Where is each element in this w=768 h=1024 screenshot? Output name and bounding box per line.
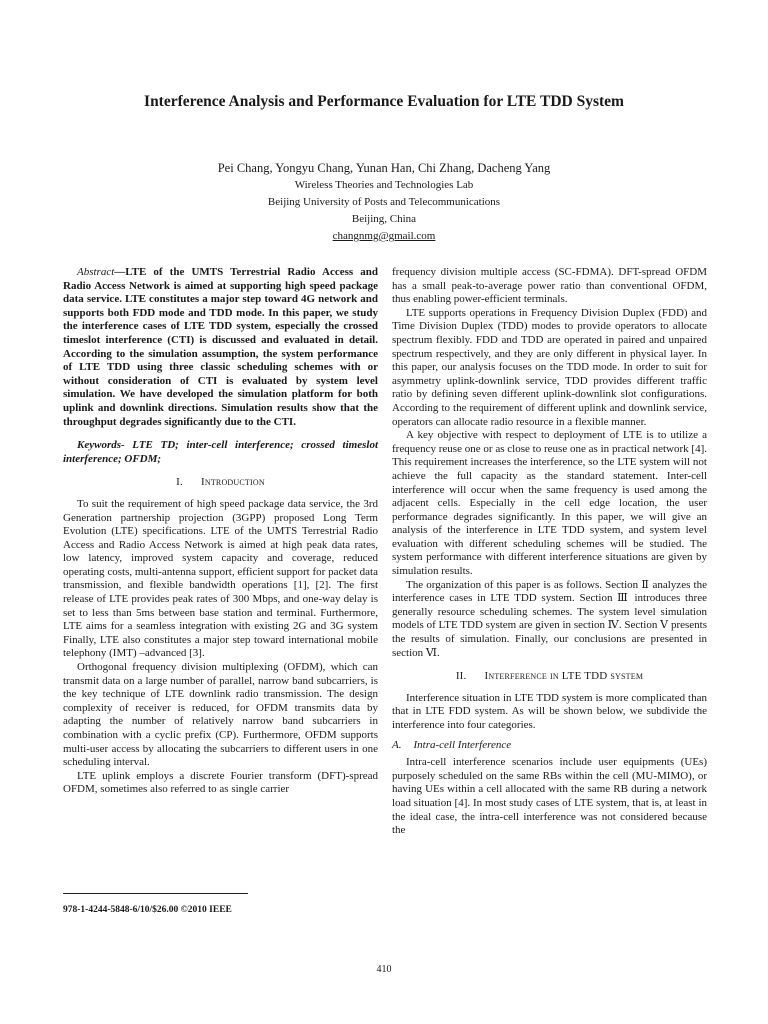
section-1-title: Introduction bbox=[200, 476, 265, 489]
abstract-paragraph bbox=[63, 266, 378, 429]
page-number: 410 bbox=[376, 964, 392, 975]
keywords-paragraph: Keywords- LTE TD; inter-cell interference; crossed timeslot interference; OFDM; bbox=[63, 439, 378, 465]
subsection-a-text: Intra-cell interference scenarios include user equipments (UEs) purposely scheduled on the same RBs within the cell (MU-MIMO), or having UEs within a cell allocated with the same RB during a network load situation [4]. In most study cases of LTE system, that is, at least in the ideal case, the intra-cell interference was not considered because the bbox=[392, 756, 707, 837]
subsection-a-heading bbox=[392, 739, 707, 753]
intro-paragraph-1: To suit the requirement of high speed package data service, the 3rd Generation partnership projection (3GPP) proposed Long Term Evolution (LTE) specifications. LTE of the UMTS Terrestrial Radio Access and Radio Access Network is aimed at high peak data rates, low latency, improved system capacity and coverage, reduced operating costs, multi-antenna support, efficient support for packet data transmission, and flexible bandwidth operations [1], [2]. The first release of LTE provides peak rates of 300 Mbps, and one-way delay is set to less than 5ms between base station and terminal. Furthermore, LTE aims for a seamless integration with existing 2G and 3G system Finally, LTE also constitutes a major step toward international mobile telephony (IMT) –advanced [3]. bbox=[63, 497, 378, 660]
intro-paragraph-2: Orthogonal frequency division multiplexing (OFDM), which can transmit data on a large number of parallel, narrow band subcarriers, is the key technique of LTE downlink radio transmission. The design complexity of receiver is reduced, for OFDM transmits data by adapting the number of relatively narrow band subcarriers in combination with a cyclic prefix (CP). Furthermore, OFDM supports multi-user access by allocating the subcarriers to different users in one scheduling interval. bbox=[63, 661, 378, 769]
right-paragraph-fdd-tdd: LTE supports operations in Frequency Division Duplex (FDD) and Time Division Duplex (TDD) modes to provide operators to allocate spectrum flexibly. FDD and TDD are operated in paired and unpaired spectrum respectively, and they are only different in physical layer. In this paper, our analysis focuses on the TDD mode. In order to suit for asymmetry uplink-downlink service, TDD provides different traffic ratio by defining seven different uplink-downlink slot configurations. According to the requirement of different uplink and downlink service, operators can allocate radio resource in a flexible manner. bbox=[392, 306, 707, 428]
abstract-label: Abstract bbox=[77, 266, 115, 278]
section-1-heading bbox=[63, 476, 378, 490]
paper-title: Interference Analysis and Performance Evaluation for LTE TDD System bbox=[144, 93, 624, 110]
subsection-a-title: Intra-cell Interference bbox=[413, 738, 512, 751]
intro-paragraph-3: LTE uplink employs a discrete Fourier transform (DFT)-spread OFDM, sometimes also referred to as single carrier bbox=[63, 769, 378, 796]
abstract-text: LTE of the UMTS Terrestrial Radio Access and Radio Access Network is aimed at supporting high speed package data service. LTE constitutes a major step toward 4G network and supports both FDD mode and TDD mode. In this paper, we study the interference cases of LTE TDD system, especially the crossed timeslot interference (CTI) is discussed and evaluated in detail. According to the simulation assumption, the system performance of LTE TDD using three classic scheduling schemes with or without consideration of CTI is evaluated by system level simulation. We have developed the simulation platform for both uplink and downlink directions. Simulation results show that the throughput degrades significantly due to the CTI. bbox=[63, 266, 378, 428]
right-paragraph-continuation: frequency division multiple access (SC-FDMA). DFT-spread OFDM has a small peak-to-average power ratio than conventional OFDM, thus enabling power-efficient terminals. bbox=[392, 266, 707, 306]
author-email-link[interactable]: changnmg@gmail.com bbox=[332, 230, 436, 242]
affiliation-location: Beijing, China bbox=[351, 213, 417, 225]
abstract-dash: — bbox=[114, 266, 126, 278]
subsection-a-letter: A. bbox=[392, 738, 402, 751]
affiliation-lab: Wireless Theories and Technologies Lab bbox=[294, 179, 474, 191]
left-column bbox=[63, 266, 378, 797]
affiliation-block bbox=[90, 177, 678, 245]
section-2-title: Interference in LTE TDD system bbox=[484, 670, 644, 683]
right-paragraph-organization: The organization of this paper is as follows. Section Ⅱ analyzes the interference cases in LTE TDD system. Section Ⅲ introduces three generally resource scheduling schemes. The system level simulation models of LTE TDD system are given in section Ⅳ. Section Ⅴ presents the results of simulation. Finally, our conclusions are presented in section Ⅵ. bbox=[392, 578, 707, 659]
author-list: Pei Chang, Yongyu Chang, Yunan Han, Chi Zhang, Dacheng Yang bbox=[217, 161, 551, 175]
footnote-divider bbox=[63, 893, 248, 894]
section-2-heading bbox=[392, 670, 707, 684]
section-2-number: II. bbox=[455, 670, 467, 683]
section-2-intro: Interference situation in LTE TDD system is more complicated than that in LTE FDD system. As will be shown below, we subdivide the interference into four categories. bbox=[392, 691, 707, 731]
right-column bbox=[392, 266, 707, 838]
affiliation-university: Beijing University of Posts and Telecommunications bbox=[267, 196, 501, 208]
right-paragraph-reuse: A key objective with respect to deployment of LTE is to utilize a frequency reuse one or as close to reuse one as in practical network [4]. This requirement increases the interference, so the LTE system will not achieve the full capacity as the standard statement. Inter-cell interference will occur when the same frequency is used among the adjacent cells. Especially in the cell edge location, the user performance degrades significantly. In this paper, we will give an analysis of the interference in LTE TDD system, and system level evaluation with different scheduling schemes will be studied. The system performance with different interference situations are given by simulation results. bbox=[392, 429, 707, 578]
section-1-number: I. bbox=[176, 476, 183, 489]
copyright-footnote: 978-1-4244-5848-6/10/$26.00 ©2010 IEEE bbox=[63, 905, 232, 915]
